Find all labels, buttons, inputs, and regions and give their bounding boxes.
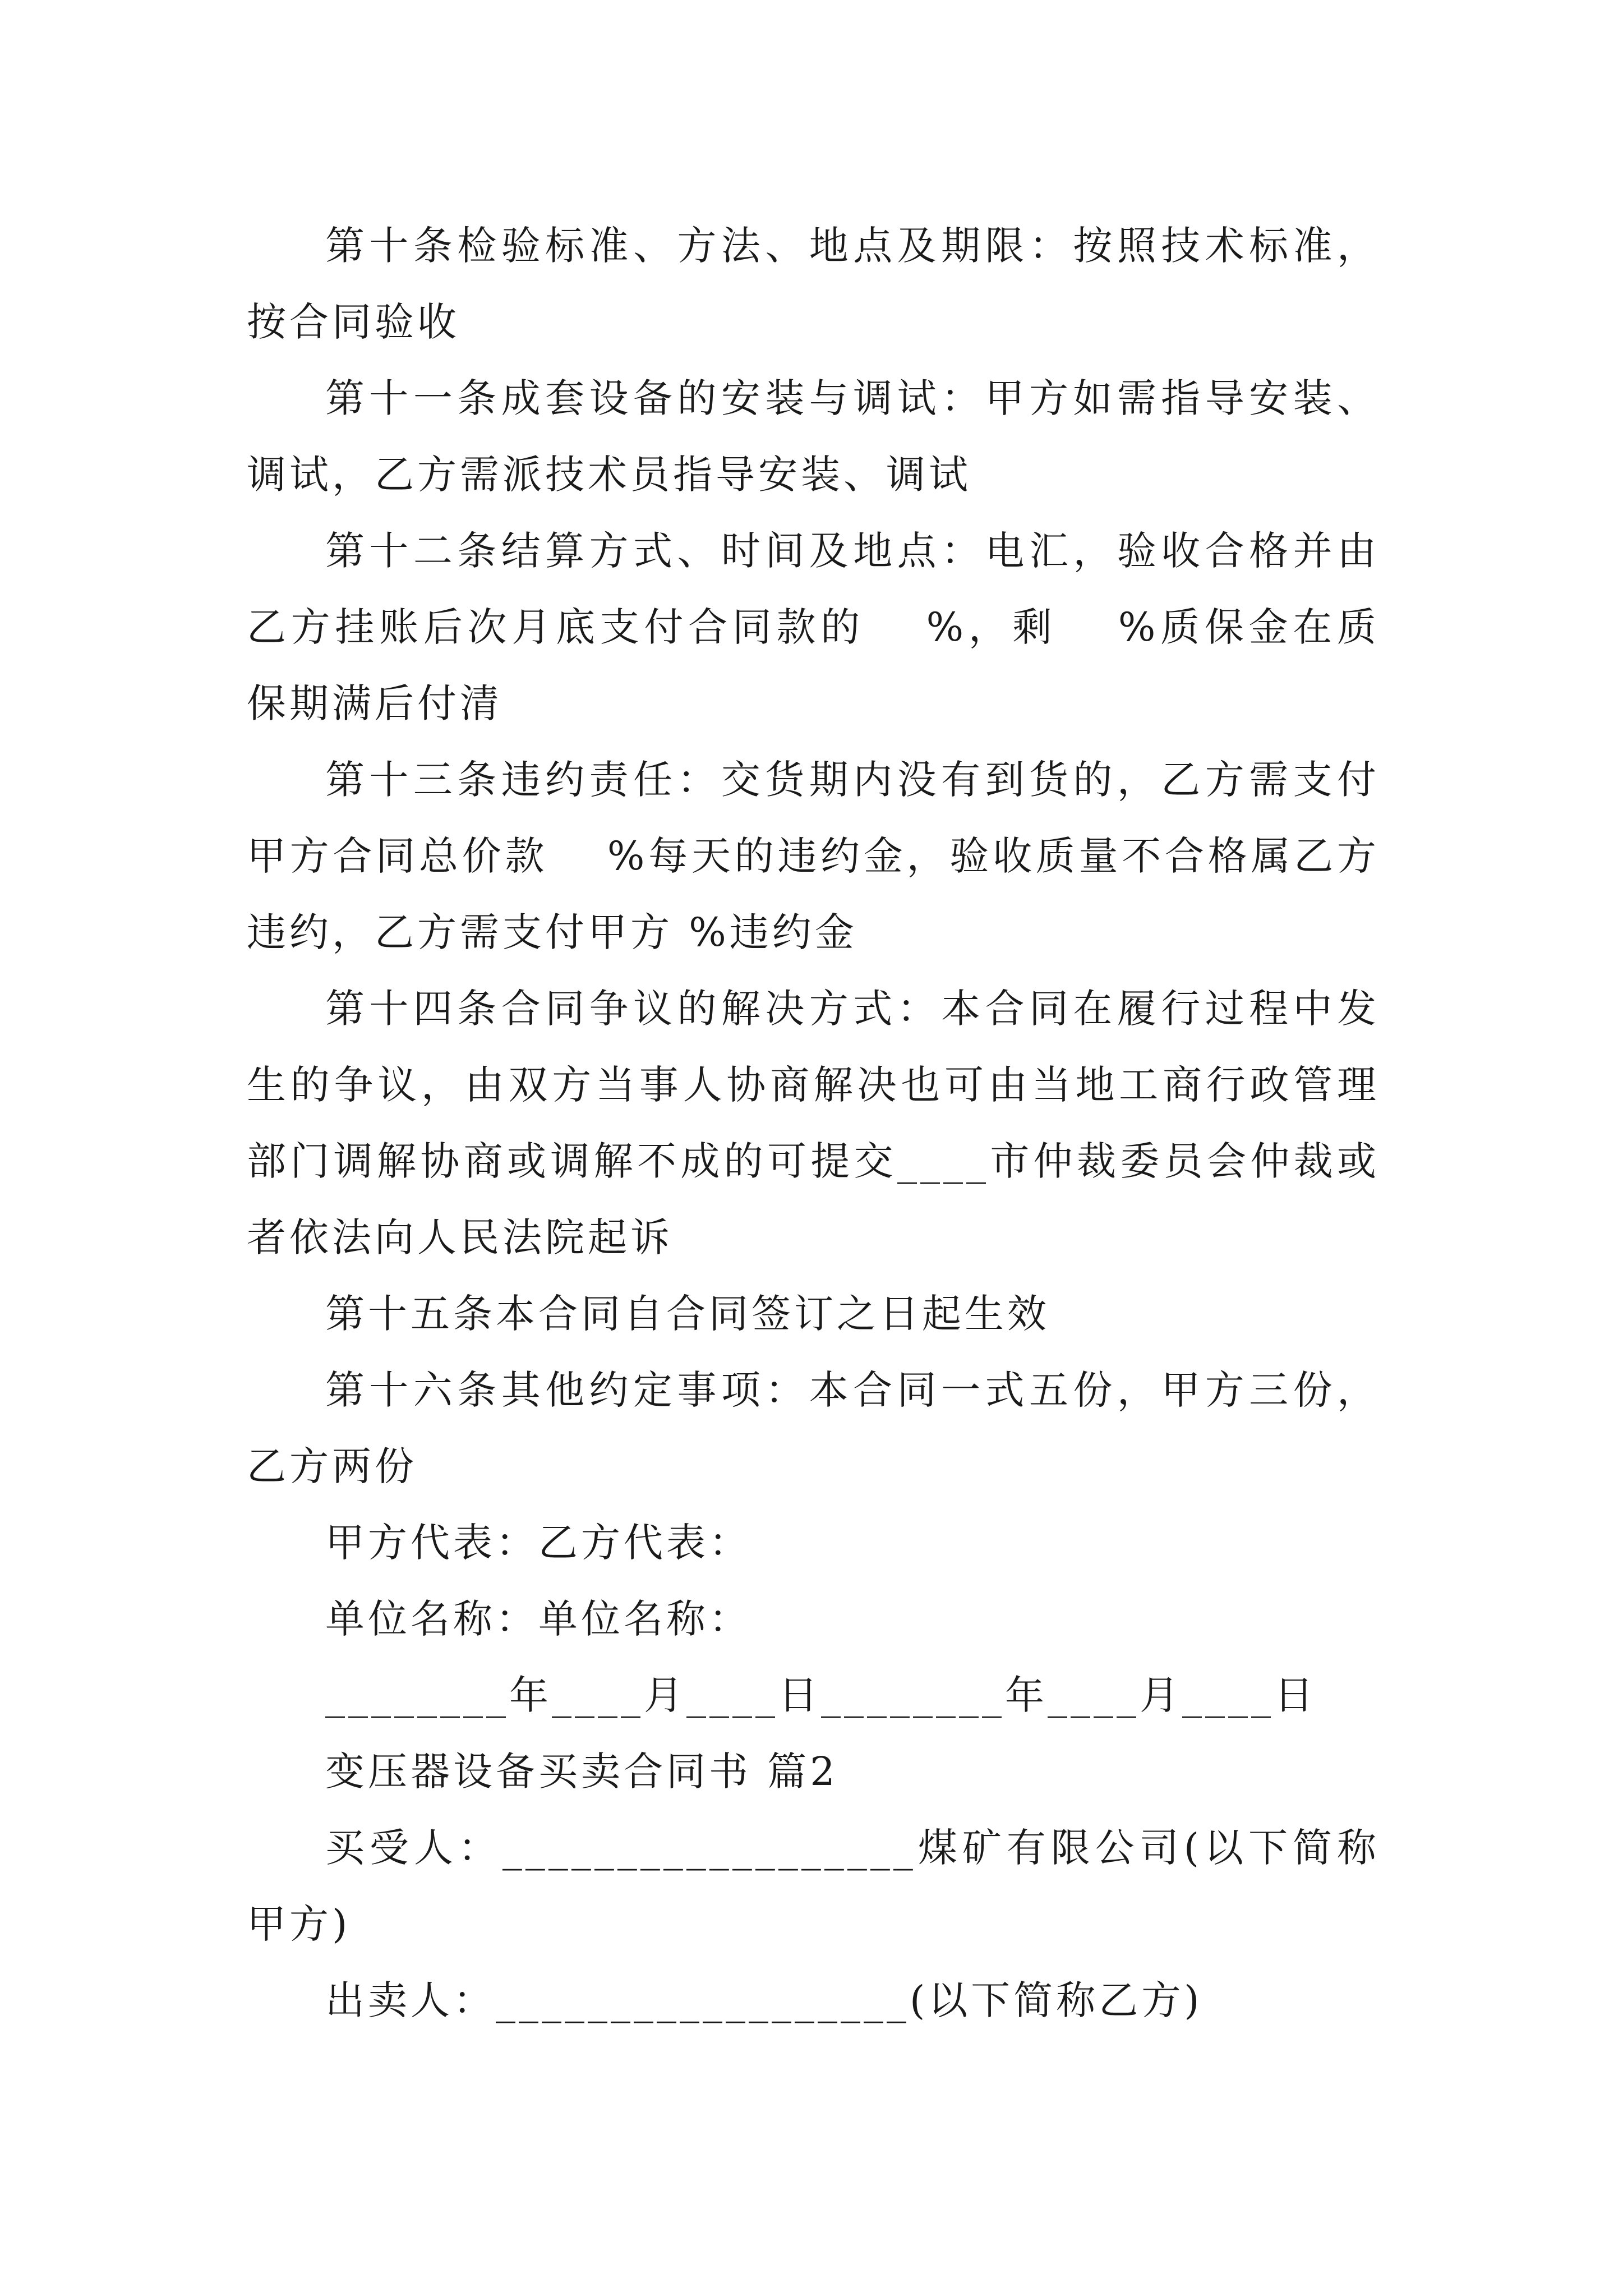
clause-15: 第十五条本合同自合同签订之日起生效 <box>325 1291 1050 1337</box>
clause-13: 第十三条违约责任：交货期内没有到货的，乙方需支付甲方合同总价款 %每天的违约金，验收质量不合格属乙方违约，乙方需支付甲方 %违约金 <box>247 757 1380 955</box>
buyer-line: 买受人：__________________煤矿有限公司(以下简称甲方) <box>247 1825 1380 1947</box>
seller-line: 出卖人：__________________(以下简称乙方) <box>325 1977 1203 2023</box>
clause-14: 第十四条合同争议的解决方式：本合同在履行过程中发生的争议，由双方当事人协商解决也可由当地工商行政管理部门调解协商或调解不成的可提交____市仲裁委员会仲裁或者依法向人民法院起诉 <box>247 986 1380 1260</box>
section-title: 变压器设备买卖合同书 篇2 <box>325 1749 838 1795</box>
document-body <box>247 208 1380 2039</box>
representatives-line: 甲方代表：乙方代表： <box>325 1520 751 1566</box>
clause-11: 第十一条成套设备的安装与调试：甲方如需指导安装、调试，乙方需派技术员指导安装、调试 <box>247 375 1380 498</box>
unit-name-line: 单位名称：单位名称： <box>325 1596 751 1642</box>
date-line: ________年____月____日________年____月____日 <box>325 1672 1317 1718</box>
clause-10: 第十条检验标准、方法、地点及期限：按照技术标准，按合同验收 <box>247 223 1380 345</box>
clause-12: 第十二条结算方式、时间及地点：电汇，验收合格并由乙方挂账后次月底支付合同款的 %，剩 %质保金在质保期满后付清 <box>247 528 1380 726</box>
clause-16: 第十六条其他约定事项：本合同一式五份，甲方三份，乙方两份 <box>247 1367 1380 1489</box>
